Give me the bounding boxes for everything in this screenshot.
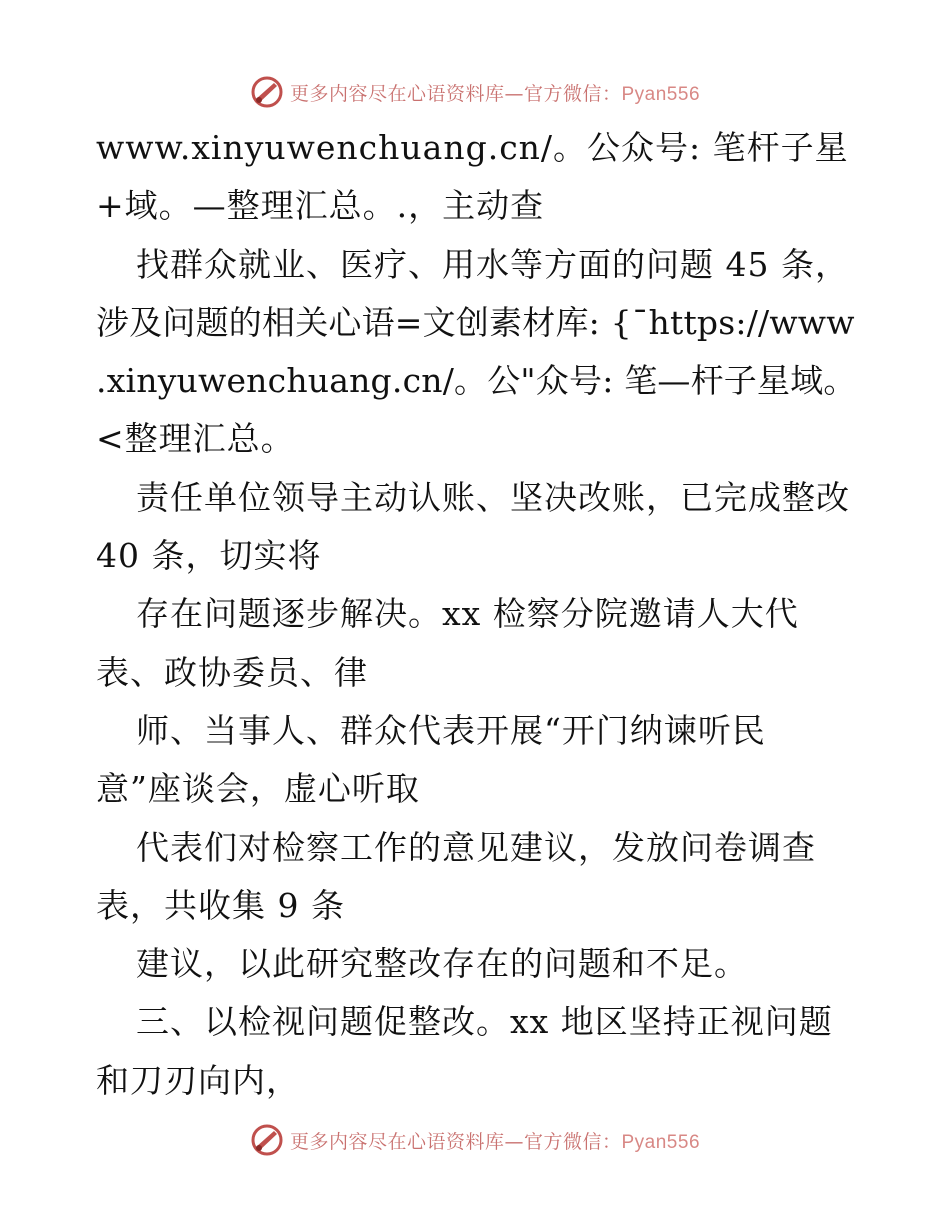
text-line-6: <整理汇总。	[96, 419, 295, 459]
header-banner-text: 更多内容尽在心语资料库—官方微信：Pyan556	[289, 82, 701, 105]
footer-banner	[0, 1120, 950, 1160]
text-line-12: 意”座谈会，虚心听取	[96, 769, 420, 809]
document-body	[96, 124, 876, 1115]
footer-banner-text: 更多内容尽在心语资料库—官方微信：Pyan556	[289, 1130, 701, 1153]
wechat-id: Pyan556	[621, 1131, 701, 1153]
text-line-13: 代表们对检察工作的意见建议，发放问卷调查	[136, 827, 816, 867]
brand-logo-icon	[250, 1123, 284, 1157]
text-line-4: 涉及问题的相关心语=文创素材库: {¯https://www	[96, 302, 855, 342]
text-line-16: 三、以检视问题促整改。xx 地区坚持正视问题	[136, 1002, 833, 1042]
text-line-3: 找群众就业、医疗、用水等方面的问题 45 条，	[136, 244, 849, 284]
text-line-17: 和刀刃向内，	[96, 1060, 300, 1100]
text-line-1: www.xinyuwenchuang.cn/。公众号: 笔杆子星	[96, 128, 849, 167]
text-line-5: .xinyuwenchuang.cn/。公"众号: 笔—杆子星域。	[96, 361, 857, 401]
text-line-15: 建议，以此研究整改存在的问题和不足。	[136, 944, 748, 984]
text-line-9: 存在问题逐步解决。xx 检察分院邀请人大代	[136, 594, 799, 634]
text-line-11: 师、当事人、群众代表开展“开门纳谏听民	[136, 710, 766, 750]
text-line-7: 责任单位领导主动认账、坚决改账，已完成整改	[136, 477, 850, 517]
brand-logo-icon	[250, 75, 284, 109]
text-line-2: +域。—整理汇总。.，主动查	[96, 186, 545, 226]
header-banner	[0, 72, 950, 112]
text-line-14: 表，共收集 9 条	[96, 885, 345, 925]
text-line-10: 表、政协委员、律	[96, 652, 368, 692]
text-line-8: 40 条，切实将	[96, 536, 322, 576]
wechat-id: Pyan556	[621, 83, 701, 105]
